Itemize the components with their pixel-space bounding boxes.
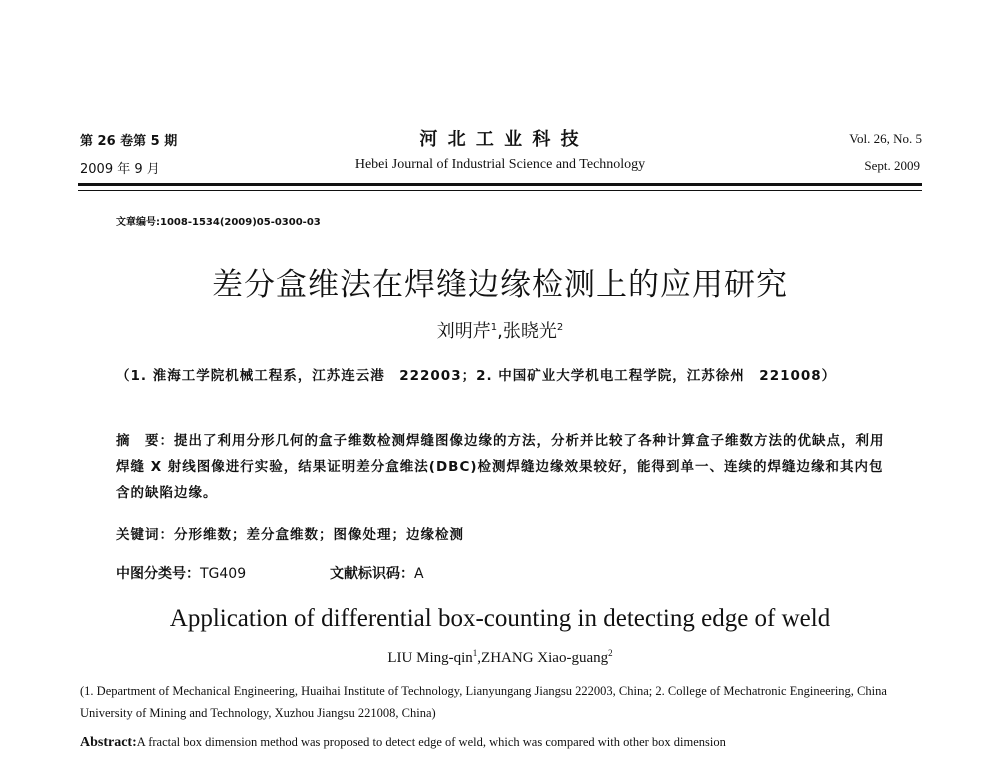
clc-label: 中图分类号： <box>116 566 200 582</box>
authors-cn <box>0 317 1000 343</box>
title-cn: 差分盒维法在焊缝边缘检测上的应用研究 <box>212 267 788 303</box>
author-cn-1: 刘明芹 <box>436 321 491 342</box>
title-en: Application of differential box-counting in detecting edge of weld <box>169 605 831 632</box>
date-en: Sept. 2009 <box>864 158 920 173</box>
journal-title-en: Hebei Journal of Industrial Science and Technology <box>354 157 646 172</box>
clc-value: TG409 <box>200 566 247 582</box>
author-en-2: ZHANG Xiao-guang <box>481 650 609 666</box>
author-en-1-sup: 1 <box>472 648 478 658</box>
volume-en: Vol. 26, No. 5 <box>849 131 922 146</box>
abstract-en-text: A fractal box dimension method was proposed to detect edge of weld, which was compared with other box dimension <box>136 735 726 749</box>
author-cn-sep: , <box>497 321 503 342</box>
author-en-sep: , <box>477 650 482 666</box>
abstract-cn <box>116 428 886 506</box>
authors-en <box>0 648 1000 667</box>
keywords-cn-text: 分形维数；差分盒维数；图像处理；边缘检测 <box>174 527 464 543</box>
doc-code-line <box>330 563 424 583</box>
affiliation-en: (1. Department of Mechanical Engineering, Huaihai Institute of Technology, Lianyungang Jiangsu 222003, China; 2. College of Mechatronic Engineering, China University of Mining and Technology, Xuzhou Jiangsu 221008, China) <box>80 684 887 720</box>
author-cn-1-sup: 1 <box>490 322 498 333</box>
article-number: 文章编号:1008-1534(2009)05-0300-03 <box>116 217 321 228</box>
author-en-1: LIU Ming-qin <box>387 650 473 666</box>
abstract-en <box>80 735 726 751</box>
doc-code-label: 文献标识码： <box>330 566 414 582</box>
keywords-cn-label: 关键词： <box>116 527 174 543</box>
clc-line <box>116 563 246 583</box>
affiliation-cn: （1. 淮海工学院机械工程系，江苏连云港 222003；2. 中国矿业大学机电工程学院，江苏徐州 221008） <box>116 368 837 384</box>
header-rule-thin <box>78 190 922 191</box>
journal-title-cn: 河 北 工 业 科 技 <box>419 129 581 150</box>
abstract-en-label: Abstract: <box>80 735 137 750</box>
author-cn-2-sup: 2 <box>556 322 564 333</box>
header-rule-thick <box>78 183 922 186</box>
doc-code-value: A <box>414 566 424 582</box>
volume-cn: 第 26 卷第 5 期 <box>80 134 178 149</box>
date-cn: 2009 年 9 月 <box>80 162 160 177</box>
abstract-cn-label: 摘 要： <box>116 433 174 449</box>
keywords-cn <box>116 523 464 543</box>
author-cn-2: 张晓光 <box>502 321 557 342</box>
author-en-2-sup: 2 <box>608 648 613 658</box>
abstract-cn-text: 提出了利用分形几何的盒子维数检测焊缝图像边缘的方法，分析并比较了各种计算盒子维数方法的优缺点，利用焊缝 X 射线图像进行实验，结果证明差分盒维法(DBC)检测焊缝边缘效果较好，能得到单一、连续的焊缝边缘和其内包含的缺陷边缘。 <box>116 433 885 501</box>
